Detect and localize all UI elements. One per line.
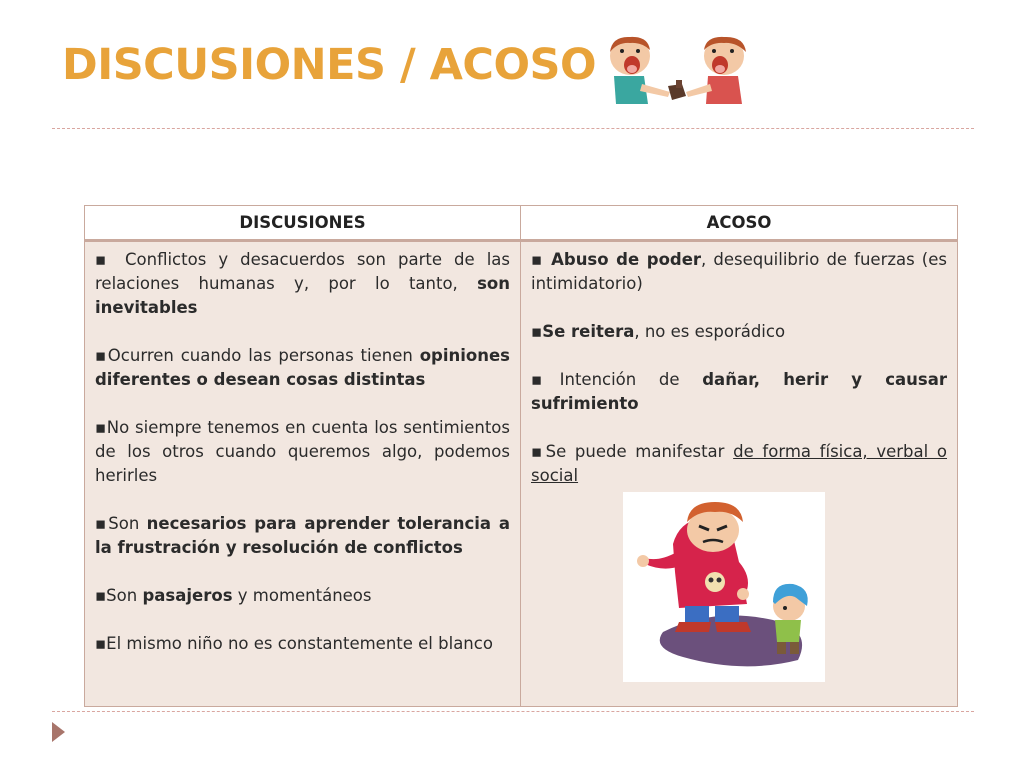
next-slide-arrow-icon[interactable] — [52, 722, 65, 742]
acoso-cell — [521, 241, 958, 707]
discusiones-point — [95, 512, 510, 560]
header-acoso: ACOSO — [521, 206, 958, 241]
point-bold-text: son inevitables — [95, 274, 510, 317]
comparison-table — [84, 205, 958, 707]
acoso-point — [531, 368, 947, 416]
point-text: , no es esporádico — [634, 322, 786, 341]
toy-being-pulled — [668, 80, 686, 100]
bottom-dashed-divider — [52, 711, 974, 712]
point-text: ▪ Conflictos y desacuerdos son parte de las relaciones humanas y, por lo tanto, — [95, 250, 510, 293]
discusiones-point — [95, 584, 510, 608]
fighting-kids-illustration — [604, 34, 754, 106]
discusiones-point — [95, 632, 510, 656]
point-underlined-text: de forma física, verbal o social — [531, 442, 947, 485]
discusiones-point — [95, 248, 510, 320]
point-text: ▪ — [531, 250, 552, 269]
slide-title: DISCUSIONES / ACOSO — [62, 40, 597, 90]
point-bold-text: opiniones diferentes o desean cosas distintas — [95, 346, 510, 389]
discusiones-cell — [85, 241, 521, 707]
point-bold-text: necesarios para aprender tolerancia a la frustración y resolución de conflictos — [95, 514, 510, 557]
right-kid-figure — [686, 37, 746, 104]
point-text: ▪Ocurren cuando las personas tienen — [95, 346, 420, 365]
top-dashed-divider — [52, 128, 974, 129]
acoso-point — [531, 320, 947, 344]
point-text: ▪Se puede manifestar — [531, 442, 734, 461]
point-text: , desequilibrio de fuerzas (es intimidatorio) — [531, 250, 947, 293]
point-text: ▪ — [531, 322, 543, 341]
point-text: ▪Son — [95, 586, 143, 605]
bullying-illustration — [623, 492, 825, 682]
point-text: ▪No siempre tenemos en cuenta los sentimientos de los otros cuando queremos algo, podemos herirles — [95, 418, 510, 485]
discusiones-point — [95, 344, 510, 392]
acoso-point — [531, 248, 947, 296]
header-discusiones: DISCUSIONES — [85, 206, 521, 241]
point-text: ▪Intención de — [531, 370, 703, 389]
acoso-point — [531, 440, 947, 488]
point-bold-text: Abuso de poder — [551, 250, 702, 269]
point-text: ▪El mismo niño no es constantemente el blanco — [95, 634, 493, 653]
discusiones-point — [95, 416, 510, 488]
point-text: ▪Son — [95, 514, 147, 533]
point-bold-text: dañar, herir y causar sufrimiento — [531, 370, 947, 413]
point-bold-text: pasajeros — [142, 586, 233, 605]
point-text: y momentáneos — [232, 586, 372, 605]
left-kid-figure — [610, 37, 670, 104]
point-bold-text: Se reitera — [542, 322, 635, 341]
